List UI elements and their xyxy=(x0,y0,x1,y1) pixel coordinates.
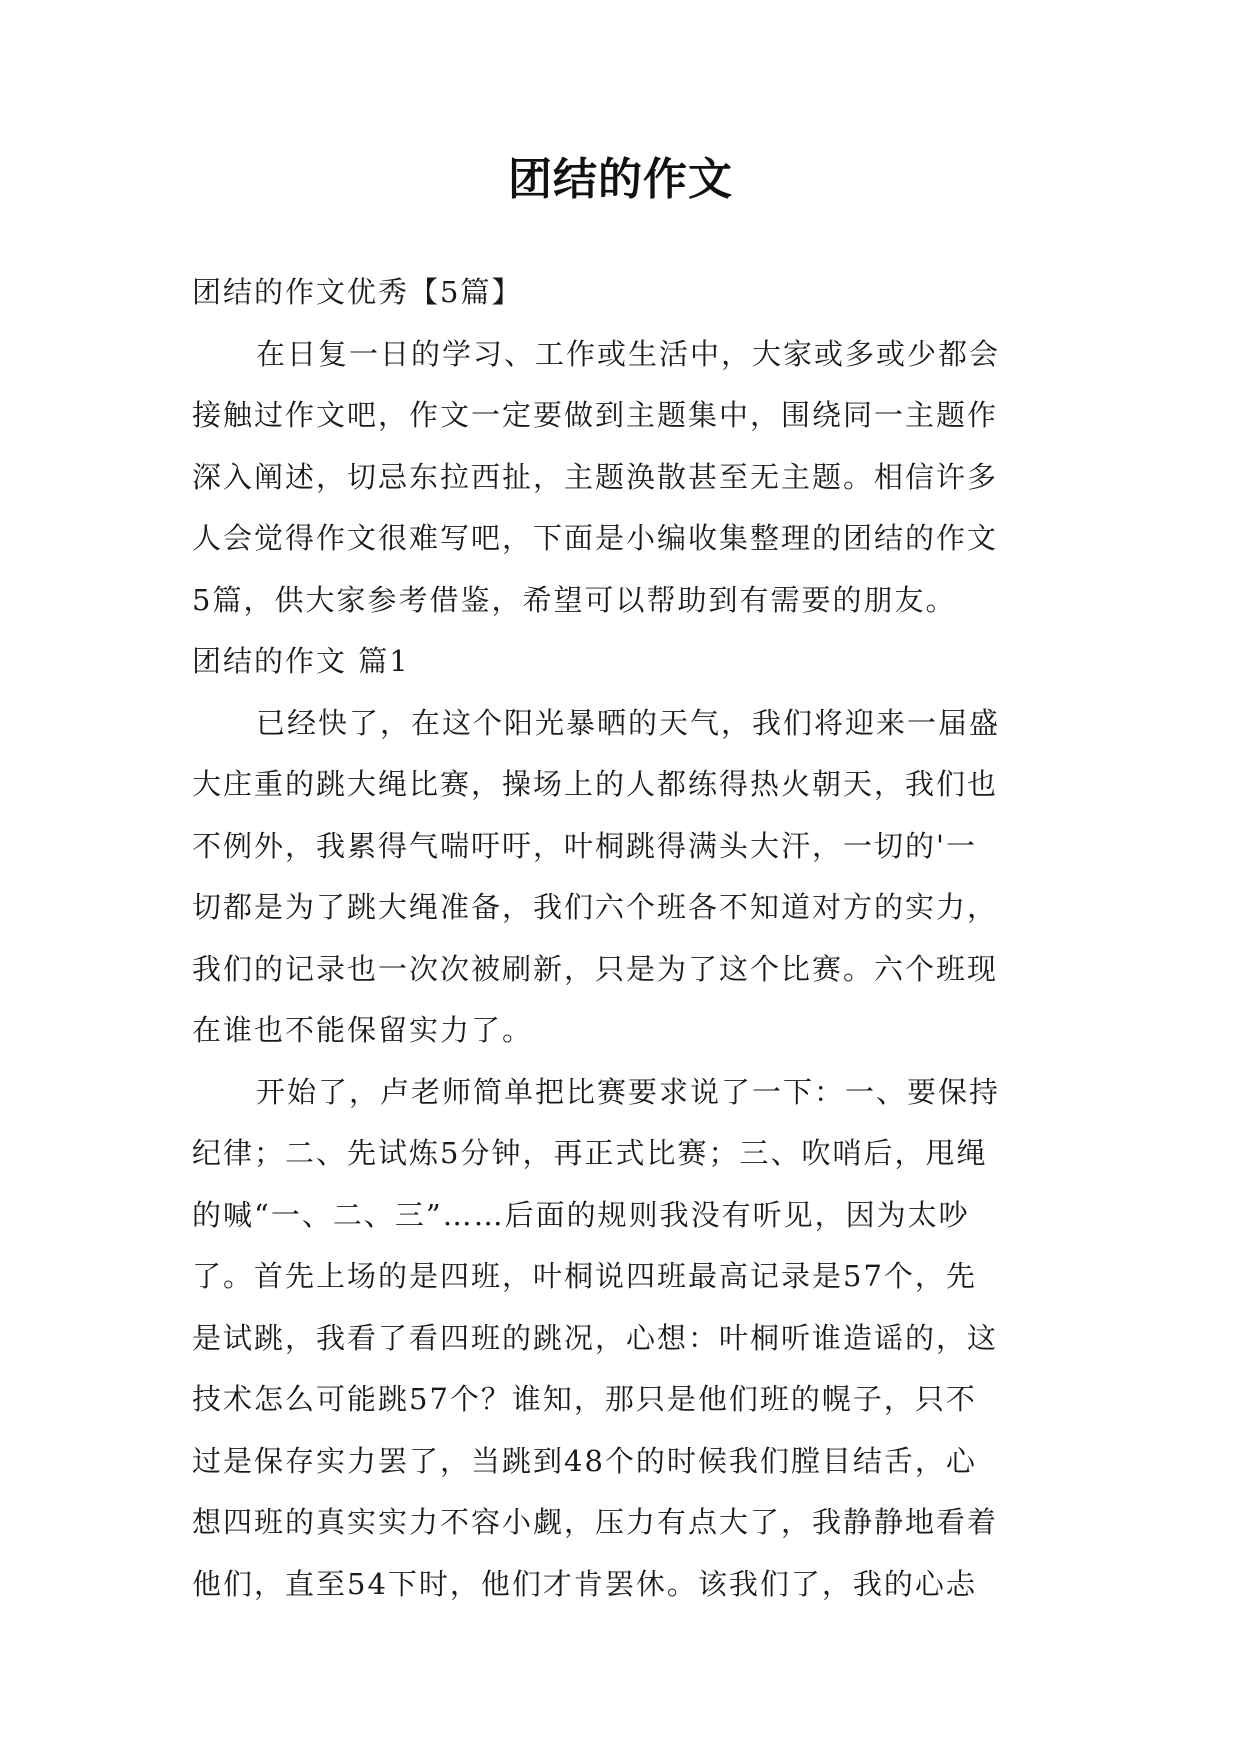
text-line: 的喊“一、二、三”……后面的规则我没有听见，因为太吵 xyxy=(192,1197,970,1232)
text-line: 技术怎么可能跳57个？谁知，那只是他们班的幌子，只不 xyxy=(192,1382,977,1416)
text-line: 大庄重的跳大绳比赛，操场上的人都练得热火朝天，我们也 xyxy=(192,767,999,801)
text-line: 想四班的真实实力不容小觑，压力有点大了，我静静地看着 xyxy=(192,1505,999,1539)
text-line: 深入阐述，切忌东拉西扯，主题涣散甚至无主题。相信许多 xyxy=(192,459,999,494)
text-line: 过是保存实力罢了，当跳到48个的时候我们膛目结舌，心 xyxy=(192,1443,977,1478)
text-line: 接触过作文吧，作文一定要做到主题集中，围绕同一主题作 xyxy=(192,398,999,432)
text-line: 切都是为了跳大绳准备，我们六个班各不知道对方的实力， xyxy=(192,890,999,924)
text-line: 我们的记录也一次次被刷新，只是为了这个比赛。六个班现 xyxy=(192,951,999,986)
document-body xyxy=(192,262,1064,1615)
text-line: 纪律；二、先试炼5分钟，再正式比赛；三、吹哨后，甩绳 xyxy=(192,1136,988,1170)
document-title: 团结的作文 xyxy=(508,154,733,205)
section-heading: 团结的作文 篇1 xyxy=(192,644,410,678)
text-line: 团结的作文优秀【5篇】 xyxy=(192,275,523,309)
text-line: 了。首先上场的是四班，叶桐说四班最高记录是57个，先 xyxy=(192,1259,977,1293)
text-line: 5篇，供大家参考借鉴，希望可以帮助到有需要的朋友。 xyxy=(192,582,957,617)
text-line: 人会觉得作文很难写吧，下面是小编收集整理的团结的作文 xyxy=(192,521,999,555)
text-line: 是试跳，我看了看四班的跳况，心想：叶桐听谁造谣的，这 xyxy=(192,1320,999,1355)
text-line: 在日复一日的学习、工作或生活中，大家或多或少都会 xyxy=(256,336,1001,371)
text-line: 不例外，我累得气喘吁吁，叶桐跳得满头大汗，一切的'一 xyxy=(192,828,977,863)
text-line: 在谁也不能保留实力了。 xyxy=(192,1013,534,1047)
text-line: 他们，直至54下时，他们才肯罢休。该我们了，我的心忐 xyxy=(192,1566,977,1601)
text-line: 已经快了，在这个阳光暴晒的天气，我们将迎来一届盛 xyxy=(256,705,1001,740)
text-line: 开始了，卢老师简单把比赛要求说了一下：一、要保持 xyxy=(256,1074,1001,1109)
